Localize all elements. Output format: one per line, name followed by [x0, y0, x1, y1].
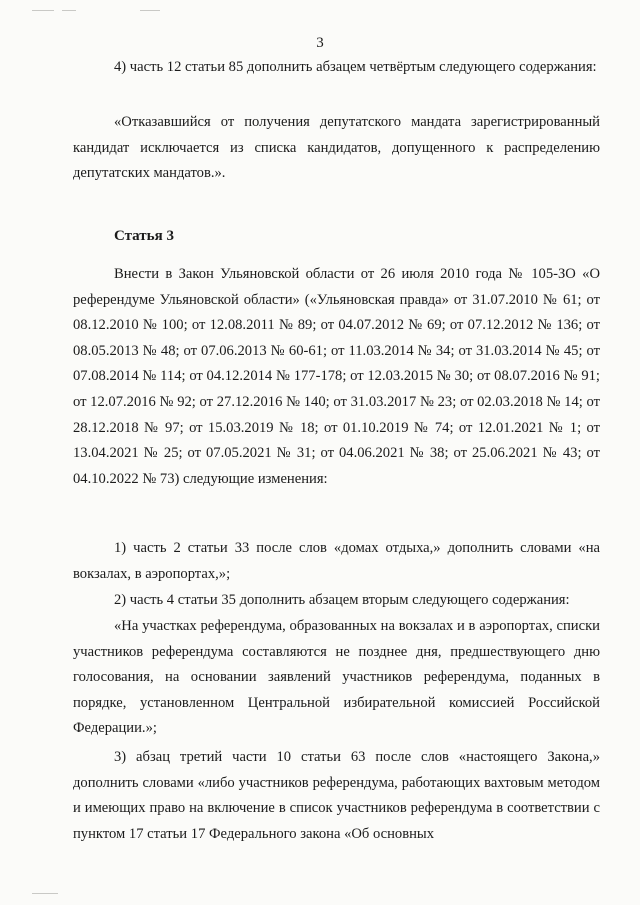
page-number: 3 — [316, 35, 324, 51]
paragraph-item-4: 4) часть 12 статьи 85 дополнить абзацем четвёртым следующего содержания: — [114, 59, 597, 75]
paragraph-item-3: 3) абзац третий части 10 статьи 63 после слов «настоящего Закона,» дополнить словами «либо участников референдума, работающих вахтовым методом и имеющих право на включение в список участников референдума в соответствии с пунктом 17 статьи 17 Федерального закона «Об основных — [73, 749, 600, 842]
paragraph-quote-referendum: «На участках референдума, образованных на вокзалах и в аэропортах, списки участников референдума составляются не позднее дня, предшествующего дню голосования, на основании заявлений участников референдума, поданных в порядке, установленном Центральной избирательной комиссией Российской Федерации.»; — [73, 618, 600, 737]
paragraph-law-amendments: Внести в Закон Ульяновской области от 26 июля 2010 года № 105-ЗО «О референдуме Ульяновской области» («Ульяновская правда» от 31.07.2010 № 61; от 08.12.2010 № 100; от 12.08.2011 № 89; от 04.07.2012 № 69; от 07.12.2012 № 136; от 08.05.2013 № 48; от 07.06.2013 № 60-61; от 11.03.2014 № 34; от 31.03.2014 № 45; от 07.08.2014 № 114; от 04.12.2014 № 177-178; от 12.03.2015 № 30; от 08.07.2016 № 91; от 12.07.2016 № 92; от 27.12.2016 № 140; от 31.03.2017 № 23; от 02.03.2018 № 14; от 28.12.2018 № 97; от 15.03.2019 № 18; от 01.10.2019 № 74; от 12.01.2021 № 1; от 13.04.2021 № 25; от 07.05.2021 № 31; от 04.06.2021 № 38; от 25.06.2021 № 43; от 04.10.2022 № 73) следующие изменения: — [73, 266, 600, 487]
article-heading: Статья 3 — [114, 228, 174, 244]
scan-edge-mark-top-mid — [140, 10, 160, 11]
paragraph-item-2: 2) часть 4 статьи 35 дополнить абзацем вторым следующего содержания: — [114, 592, 570, 608]
paragraph-quote-candidate: «Отказавшийся от получения депутатского мандата зарегистрированный кандидат исключается из списка кандидатов, допущенного к распределению депутатских мандатов.». — [73, 114, 600, 182]
scan-edge-mark-top-left — [32, 10, 54, 11]
paragraph-item-1: 1) часть 2 статьи 33 после слов «домах отдыха,» дополнить словами «на вокзалах, в аэропортах,»; — [73, 540, 600, 582]
scan-edge-mark-top-left-2 — [62, 10, 76, 11]
scan-edge-mark-bottom-left — [32, 893, 58, 894]
